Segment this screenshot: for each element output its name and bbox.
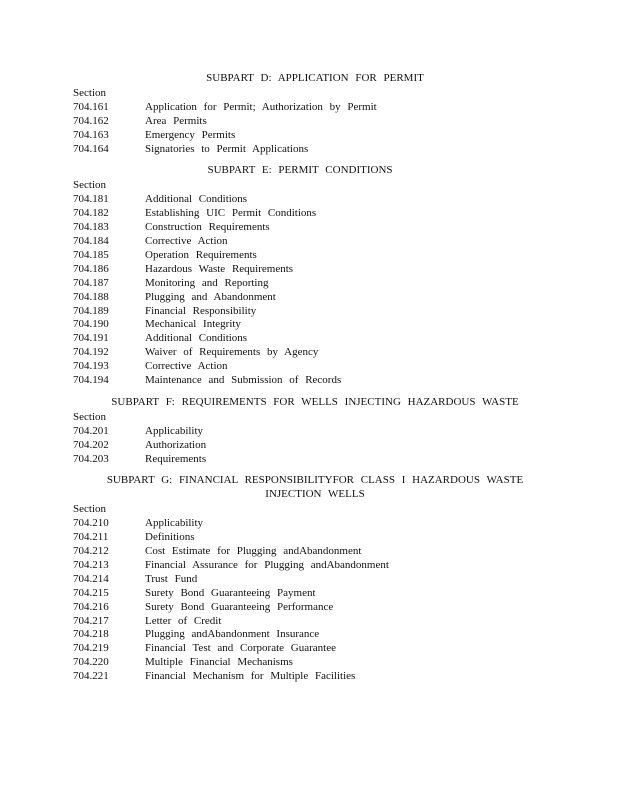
section-row [73, 221, 553, 235]
section-number: 704.221 [73, 670, 109, 683]
section-row [73, 249, 553, 263]
section-number: 704.189 [73, 304, 109, 317]
section-row [73, 587, 553, 601]
section-number: 704.201 [73, 424, 109, 437]
section-row [73, 305, 553, 319]
section-row [73, 346, 553, 360]
section-row [73, 439, 553, 453]
section-title: Corrective Action [145, 360, 228, 373]
section-number: 704.186 [73, 262, 109, 275]
section-number: 704.192 [73, 346, 109, 359]
section-row [73, 531, 553, 545]
section-row [73, 642, 553, 656]
section-row [73, 615, 553, 629]
section-number: 704.185 [73, 248, 109, 261]
section-number: 704.213 [73, 558, 109, 571]
section-number: 704.191 [73, 332, 109, 345]
section-title: Trust Fund [145, 572, 198, 585]
section-number: 704.181 [73, 193, 109, 206]
section-title: Additional Conditions [145, 332, 248, 345]
section-number: 704.211 [73, 531, 109, 544]
section-title: Establishing UIC Permit Conditions [145, 207, 317, 220]
section-number: 704.212 [73, 545, 109, 557]
section-row [73, 193, 553, 207]
section-row [73, 207, 553, 221]
section-row [73, 332, 553, 346]
section-row [73, 360, 553, 374]
section-number: 704.161 [73, 100, 109, 113]
section-number: 704.202 [73, 438, 109, 451]
section-number: 704.217 [73, 614, 109, 627]
section-row [73, 235, 553, 249]
section-title: Definitions [145, 531, 195, 544]
section-number: 704.182 [73, 207, 109, 220]
section-number: 704.203 [73, 452, 109, 465]
section-number: 704.188 [73, 290, 109, 303]
section-title: Signatories to Permit Applications [145, 142, 309, 155]
section-title: Financial Mechanism for Multiple Facilities [145, 670, 356, 683]
section-title: Cost Estimate for Plugging andAbandonment [145, 545, 362, 557]
section-title: Financial Assurance for Plugging andAbandonment [145, 558, 389, 571]
section-title: Plugging and Abandonment [145, 290, 276, 303]
section-row [73, 143, 553, 157]
section-row [73, 453, 553, 467]
section-title: Monitoring and Reporting [145, 276, 269, 289]
section-number: 704.218 [73, 628, 109, 641]
section-title: Plugging andAbandonment Insurance [145, 628, 320, 641]
section-title: Additional Conditions [145, 193, 248, 206]
section-title: Requirements [145, 452, 207, 465]
section-row [73, 559, 553, 573]
subpart-e [73, 164, 553, 388]
subpart-heading: SUBPART F: REQUIREMENTS FOR WELLS INJECTING HAZARDOUS WASTE [111, 395, 519, 408]
section-row [73, 573, 553, 587]
section-list [73, 193, 553, 388]
subpart-heading: SUBPART G: FINANCIAL RESPONSIBILITYFOR CLASS I HAZARDOUS WASTE INJECTION WELLS [106, 474, 530, 501]
section-row [73, 545, 553, 559]
section-number: 704.220 [73, 656, 109, 669]
section-list [73, 425, 553, 467]
section-number: 704.219 [73, 642, 109, 655]
section-number: 704.184 [73, 234, 109, 247]
section-list [73, 101, 553, 157]
section-number: 704.163 [73, 128, 109, 141]
section-title: Hazardous Waste Requirements [145, 262, 294, 275]
section-title: Financial Responsibility [145, 304, 257, 317]
section-title: Operation Requirements [145, 248, 257, 261]
section-number: 704.164 [73, 142, 109, 155]
section-number: 704.214 [73, 572, 109, 585]
section-number: 704.210 [73, 517, 109, 530]
section-row [73, 601, 553, 615]
subpart-heading: SUBPART D: APPLICATION FOR PERMIT [206, 72, 424, 84]
section-row [73, 318, 553, 332]
section-number: 704.162 [73, 114, 109, 127]
section-number: 704.193 [73, 360, 109, 373]
section-title: Letter of Credit [145, 614, 222, 627]
section-row [73, 291, 553, 305]
subpart-d [73, 72, 553, 156]
section-title: Area Permits [145, 114, 207, 127]
section-title: Waiver of Requirements by Agency [145, 346, 319, 359]
section-row [73, 517, 553, 531]
section-title: Application for Permit; Authorization by Permit [145, 100, 377, 113]
table-of-contents [73, 72, 553, 684]
section-label: Section [73, 179, 106, 192]
section-title: Multiple Financial Mechanisms [145, 656, 293, 669]
section-row [73, 101, 553, 115]
section-title: Financial Test and Corporate Guarantee [145, 642, 336, 655]
section-number: 704.183 [73, 221, 109, 234]
section-label: Section [73, 86, 106, 99]
section-number: 704.215 [73, 586, 109, 599]
section-row [73, 277, 553, 291]
section-row [73, 374, 553, 388]
subpart-g [73, 474, 553, 684]
section-title: Applicability [145, 517, 204, 530]
section-row [73, 115, 553, 129]
section-title: Authorization [145, 438, 207, 451]
section-label: Section [73, 503, 106, 516]
section-list [73, 517, 553, 684]
section-row [73, 670, 553, 684]
section-row [73, 628, 553, 642]
section-row [73, 129, 553, 143]
section-label: Section [73, 410, 106, 423]
section-title: Surety Bond Guaranteeing Performance [145, 600, 334, 613]
section-title: Maintenance and Submission of Records [145, 374, 342, 387]
section-title: Corrective Action [145, 234, 228, 247]
section-title: Mechanical Integrity [145, 318, 241, 331]
section-title: Surety Bond Guaranteeing Payment [145, 586, 316, 599]
section-number: 704.194 [73, 374, 109, 387]
section-title: Emergency Permits [145, 128, 236, 141]
section-title: Applicability [145, 424, 204, 437]
section-number: 704.216 [73, 600, 109, 613]
section-row [73, 656, 553, 670]
section-title: Construction Requirements [145, 221, 270, 234]
section-number: 704.190 [73, 318, 109, 331]
section-row [73, 263, 553, 277]
section-number: 704.187 [73, 276, 109, 289]
section-row [73, 425, 553, 439]
subpart-f [73, 396, 553, 467]
subpart-heading: SUBPART E: PERMIT CONDITIONS [207, 164, 393, 177]
